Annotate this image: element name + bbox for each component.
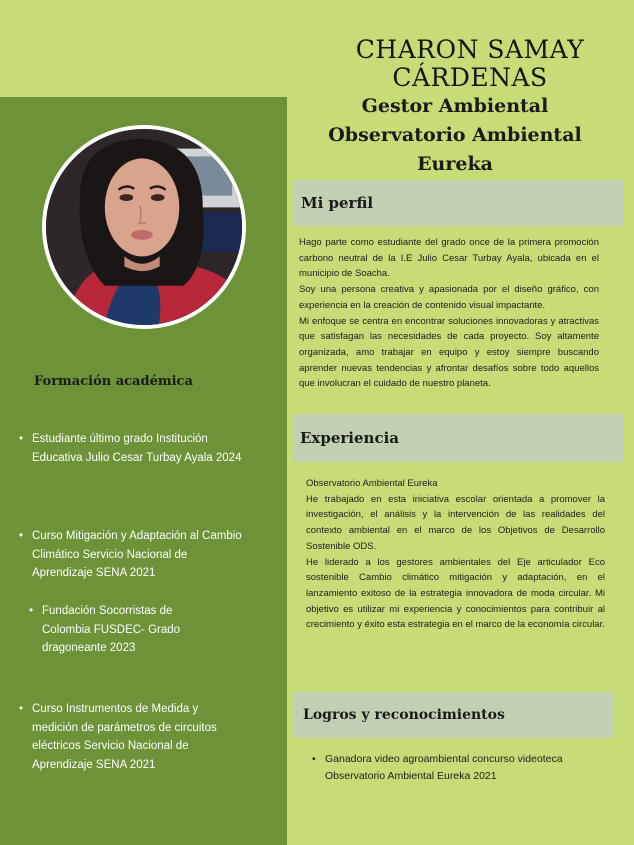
bullet-icon: •: [19, 530, 24, 542]
education-item: [29, 602, 212, 658]
person-name: CHARON SAMAY CÁRDENAS: [355, 35, 585, 92]
role-line-1: Gestor Ambiental: [361, 95, 549, 117]
experience-paragraph: He liderado a los gestores ambientales del Eje articulador Eco sostenible Cambio climático mitigación y adaptación, en el lanzamiento exitoso de la estrategia innovadora de moda circular. Mi objetivo es utilizar mi experiencia y conocimientos para contribuir al crecimiento y éxito esta estrategia en el marco de la economía circular.: [306, 556, 605, 631]
bullet-icon: •: [29, 605, 34, 617]
education-item-text: Curso Mitigación y Adaptación al Cambio Climático Servicio Nacional de Aprendizaje SENA 2021: [32, 530, 242, 579]
section-title-experiencia: Experiencia: [300, 429, 400, 447]
experience-paragraph: He trabajado en esta iniciativa escolar orientada a promover la investigación, el análisis y la intervención de las realidades del contexto ambiental en el marco de los Objetivos de Desarrollo Sostenible ODS.: [306, 493, 605, 552]
experience-org: Observatorio Ambiental Eureka: [306, 478, 438, 489]
section-title-mi-perfil: Mi perfil: [301, 194, 374, 212]
education-item-text: Estudiante último grado Institución Educativa Julio Cesar Turbay Ayala 2024: [32, 433, 242, 464]
profile-photo-frame: [42, 125, 246, 329]
profile-paragraph: Hago parte como estudiante del grado once de la primera promoción carbono neutral de la I.E Julio Cesar Turbay Ayala, ubicada en el municipio de Soacha.: [299, 237, 599, 280]
profile-paragraph: Mi enfoque se centra en encontrar soluciones innovadoras y atractivas que satisfagan las necesidades de cada proyecto. Soy altamente organizada, amo trabajar en equipo y estoy siempre buscando aprender nuevas tendencias y afrontar desafíos sobre todo aquellos que involucran el cuidado de nuestro planeta.: [299, 315, 599, 390]
bullet-icon: •: [19, 703, 24, 715]
profile-paragraph: Soy una persona creativa y apasionada por el diseño gráfico, con experiencia en la creación de contenido visual impactante.: [299, 284, 599, 311]
achievement-item-text: Ganadora video agroambiental concurso videoteca Observatorio Ambiental Eureka 2021: [325, 753, 563, 782]
section-title-logros: Logros y reconocimientos: [303, 707, 505, 723]
education-item: [19, 527, 247, 583]
education-item: [19, 430, 247, 467]
job-title: [290, 92, 620, 179]
experience-description: [306, 476, 605, 633]
education-item-text: Curso Instrumentos de Medida y medición de parámetros de circuitos eléctricos Servicio Nacional de Aprendizaje SENA 2021: [32, 703, 217, 771]
portrait-illustration: [46, 129, 242, 325]
bullet-icon: •: [312, 753, 316, 765]
section-header-mi-perfil: [293, 180, 623, 226]
section-header-experiencia: [293, 414, 623, 462]
section-header-logros: [293, 692, 614, 738]
education-item: [19, 700, 247, 774]
profile-photo: [46, 129, 242, 325]
profile-description: [299, 235, 599, 392]
section-title-formacion: Formación académica: [34, 374, 193, 389]
bullet-icon: •: [19, 433, 24, 445]
role-line-2: Observatorio Ambiental Eureka: [328, 124, 582, 175]
education-item-text: Fundación Socorristas de Colombia FUSDEC- Grado dragoneante 2023: [42, 605, 181, 654]
achievement-item: [312, 751, 595, 785]
